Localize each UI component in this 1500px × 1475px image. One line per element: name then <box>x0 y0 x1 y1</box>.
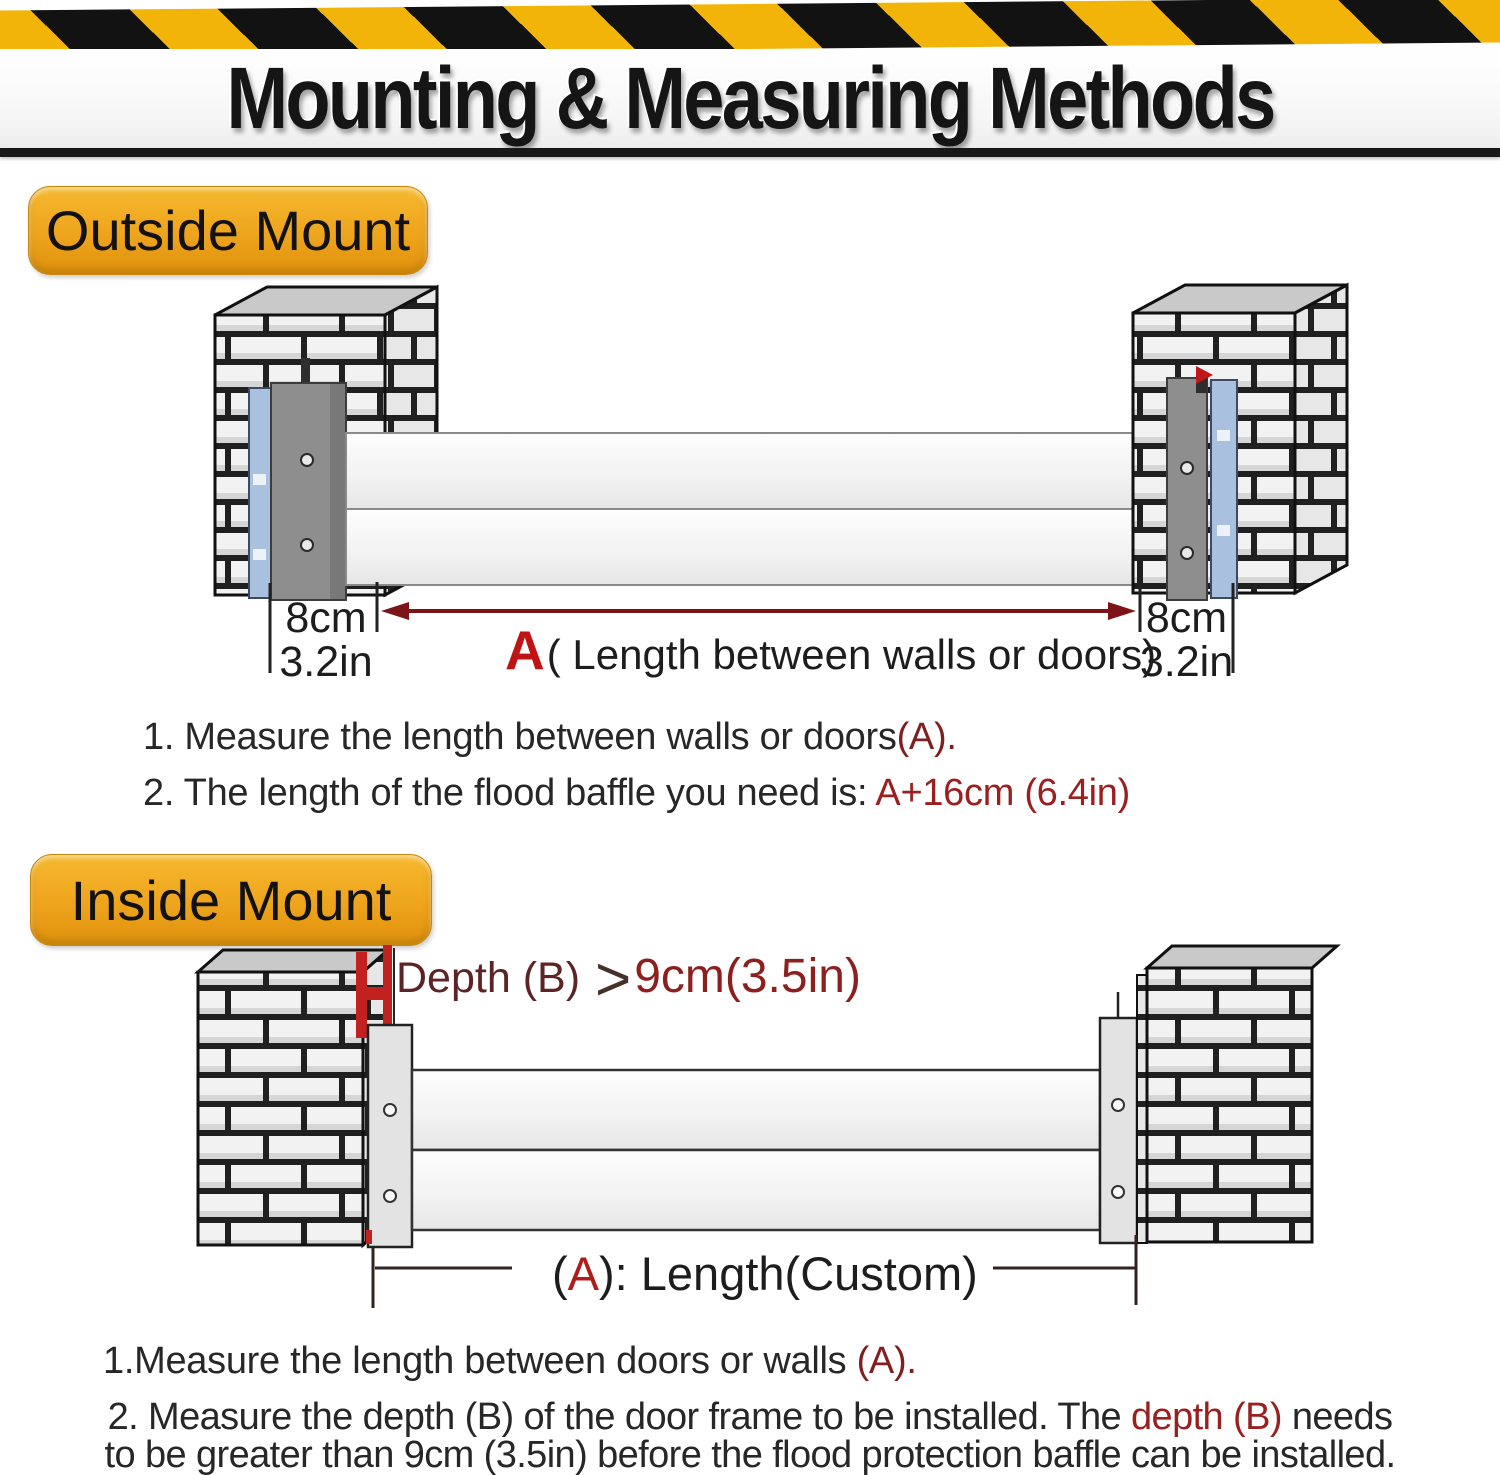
depth-caption-value: 9cm(3.5in) <box>634 950 861 1003</box>
inside-barrier-panels <box>412 1070 1100 1230</box>
inside-right-bracket <box>1100 992 1137 1243</box>
outside-right-pillar <box>1133 285 1347 593</box>
inside-step-1: 1.Measure the length between doors or walls (A). <box>103 1340 917 1382</box>
outside-right-gap-cm: 8cm <box>1145 594 1228 642</box>
inside-step-2: 2. Measure the depth (B) of the door frame to be installed. The depth (B) needs <box>107 1396 1393 1438</box>
header-divider-bar <box>0 148 1500 157</box>
span-var-a: A <box>505 619 545 681</box>
outside-barrier-panels <box>346 433 1167 585</box>
outside-left-seal-strip <box>249 388 271 598</box>
span-caption-text: ( Length between walls or doors) <box>546 631 1157 678</box>
outside-left-gap-cm: 8cm <box>285 594 367 642</box>
title-band <box>0 49 1500 148</box>
inside-left-bracket <box>366 1025 412 1247</box>
page-title: Mounting & Measuring Methods <box>226 49 1274 147</box>
outside-mount-badge <box>28 186 428 275</box>
depth-caption-label: Depth (B) <box>396 954 592 1002</box>
greater-than-sign: > <box>594 945 632 1014</box>
outside-left-bracket <box>271 383 346 600</box>
inside-step-2-highlight: depth (B) <box>1131 1396 1282 1438</box>
inside-length-caption: (A): Length(Custom) <box>552 1247 978 1300</box>
outside-step-1: 1. Measure the length between walls or doors(A). <box>143 716 957 758</box>
inside-step-1-highlight: (A). <box>856 1340 917 1382</box>
outside-span-caption <box>505 618 1156 682</box>
outside-step-2-highlight: A+16cm (6.4in) <box>875 772 1130 814</box>
outside-right-bracket <box>1167 378 1207 600</box>
outside-right-gap-inch: 3.2in <box>1139 638 1234 686</box>
outside-mount-badge-label: Outside Mount <box>45 199 411 262</box>
outside-left-gap-inch: 3.2in <box>279 638 373 686</box>
inside-mount-badge-label: Inside Mount <box>70 868 392 932</box>
outside-step-2: 2. The length of the flood baffle you need is: A+16cm (6.4in) <box>143 772 1130 814</box>
inside-step-2-line2: to be greater than 9cm (3.5in) before the flood protection baffle can be installed. <box>104 1434 1396 1475</box>
outside-right-seal-strip <box>1211 380 1237 598</box>
depth-caption <box>396 944 861 1015</box>
length-var-a: A <box>567 1247 600 1300</box>
inside-right-pillar <box>1137 946 1337 1243</box>
outside-step-1-highlight: (A). <box>896 716 957 758</box>
